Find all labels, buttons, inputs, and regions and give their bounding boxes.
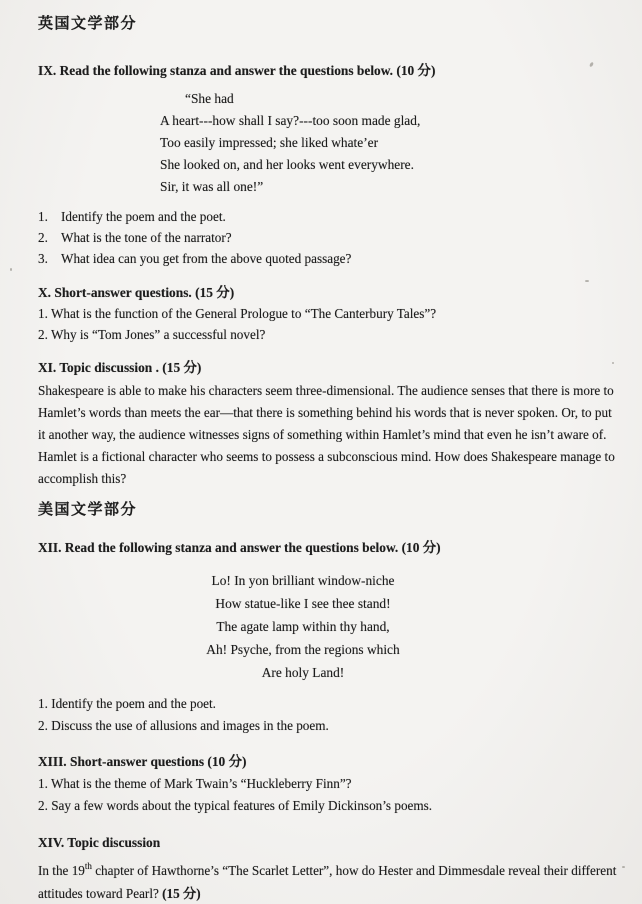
body-text: chapter of Hawthorne’s “The Scarlet Letter”, how do Hester and Dimmesdale reveal their different xyxy=(91,863,617,878)
poem-line: Ah! Psyche, from the regions which xyxy=(206,642,400,657)
question-number: 3. xyxy=(38,251,48,266)
question-item: 2. Why is “Tom Jones” a successful novel? xyxy=(38,327,266,342)
question-x-list xyxy=(38,303,616,345)
body-line: it another way, the audience witnesses signs of something within Hamlet’s mind that even he isn’t aware of. xyxy=(38,427,607,442)
stanza-my-last-duchess xyxy=(160,88,616,198)
question-xii-heading: XII. Read the following stanza and answer the questions below. (10 分) xyxy=(38,540,441,555)
question-xiv-heading: XIV. Topic discussion xyxy=(38,835,161,850)
poem-line: Sir, it was all one!” xyxy=(160,179,264,194)
question-item: 1. What is the theme of Mark Twain’s “Huckleberry Finn”? xyxy=(38,776,352,791)
british-section-heading: 英国文学部分 xyxy=(38,15,138,32)
poem-line: Lo! In yon brilliant window-niche xyxy=(211,573,395,588)
scan-speck xyxy=(10,268,12,271)
american-section-heading: 美国文学部分 xyxy=(38,501,138,518)
poem-line: “She had xyxy=(185,91,234,106)
body-line: Shakespeare is able to make his characters seem three-dimensional. The audience senses that there is more to xyxy=(38,383,614,398)
question-xiii-list xyxy=(38,773,616,817)
score-label: (15 分) xyxy=(162,886,201,901)
ordinal-superscript: th xyxy=(84,861,92,871)
body-line xyxy=(38,882,616,904)
question-xiv-body xyxy=(38,855,616,904)
question-xii-list xyxy=(38,693,616,737)
question-item: 2. Say a few words about the typical features of Emily Dickinson’s poems. xyxy=(38,798,433,813)
stanza-to-helen xyxy=(138,569,468,684)
question-item xyxy=(38,248,616,269)
question-ix-list xyxy=(38,206,616,269)
question-item: 1. What is the function of the General Prologue to “The Canterbury Tales”? xyxy=(38,306,437,321)
poem-line: She looked on, and her looks went everywhere. xyxy=(160,157,414,172)
question-item: 1. Identify the poem and the poet. xyxy=(38,696,216,711)
poem-line: How statue-like I see thee stand! xyxy=(215,596,391,611)
poem-line: A heart---how shall I say?---too soon made glad, xyxy=(160,113,421,128)
question-number: 1. xyxy=(38,209,48,224)
scan-speck xyxy=(622,866,625,868)
body-line: Hamlet is a fictional character who seems to possess a subconscious mind. How does Shakespeare manage to xyxy=(38,449,615,464)
question-text: What is the tone of the narrator? xyxy=(61,230,232,245)
question-item: 2. Discuss the use of allusions and images in the poem. xyxy=(38,718,329,733)
poem-line: Too easily impressed; she liked whate’er xyxy=(160,135,379,150)
body-text: In the 19 xyxy=(38,863,85,878)
question-text: Identify the poem and the poet. xyxy=(61,209,226,224)
question-xi-body xyxy=(38,380,616,490)
question-ix-heading: IX. Read the following stanza and answer the questions below. (10 分) xyxy=(38,63,436,78)
scan-speck xyxy=(612,362,614,364)
body-text: attitudes toward Pearl? xyxy=(38,886,163,901)
body-line: accomplish this? xyxy=(38,471,127,486)
question-x-heading: X. Short-answer questions. (15 分) xyxy=(38,285,235,300)
question-item xyxy=(38,227,616,248)
body-line xyxy=(38,855,616,882)
poem-line: The agate lamp within thy hand, xyxy=(216,619,390,634)
question-xiii-heading: XIII. Short-answer questions (10 分) xyxy=(38,754,247,769)
question-xi-heading: XI. Topic discussion . (15 分) xyxy=(38,360,202,375)
body-line: Hamlet’s words than meets the ear—that there is something behind his words that is never spoken. Or, to put xyxy=(38,405,612,420)
scan-speck xyxy=(585,280,589,282)
question-text: What idea can you get from the above quoted passage? xyxy=(61,251,352,266)
question-number: 2. xyxy=(38,230,48,245)
poem-line: Are holy Land! xyxy=(261,665,345,680)
question-item xyxy=(38,206,616,227)
